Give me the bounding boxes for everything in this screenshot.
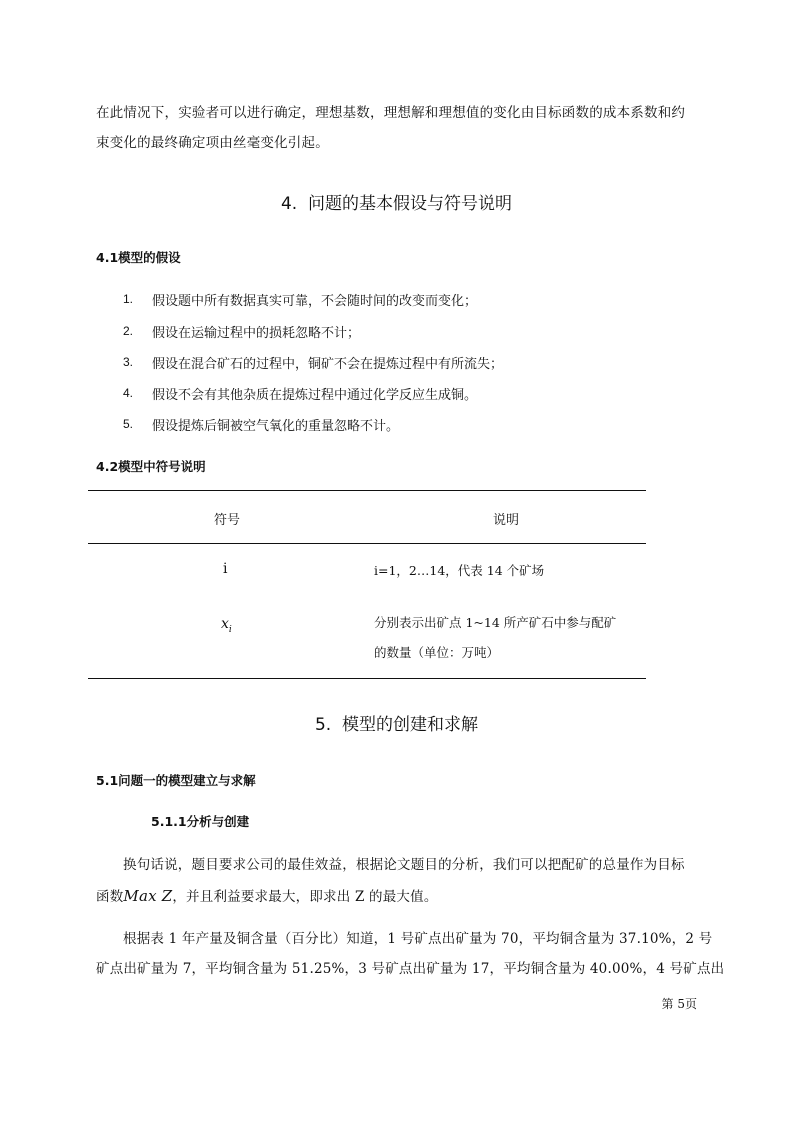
subsection-4-2-heading: 4.2模型中符号说明 [96,459,206,474]
section-5-heading [0,710,793,735]
list-item-number: 2. [123,324,134,338]
math-max-z: Max Z [123,887,173,905]
section-4-heading [0,189,793,214]
section-4-number: 4. [280,194,298,214]
table-row-description: i=1，2…14，代表 14 个矿场 [374,563,545,578]
section-5-number: 5. [314,715,332,735]
table-header-symbol: 符号 [213,513,240,528]
table-row-description: 分别表示出矿点 1~14 所产矿石中参与配矿 [374,615,617,630]
table-top-rule [88,490,646,491]
list-item: 假设不会有其他杂质在提炼过程中通过化学反应生成铜。 [152,388,478,403]
subsection-5-1-heading: 5.1问题一的模型建立与求解 [96,773,256,788]
table-header-rule [88,543,646,544]
list-item-number: 4. [123,386,134,400]
list-item: 假设题中所有数据真实可靠，不会随时间的改变而变化； [152,294,478,309]
table-row-symbol: $x_i$ [221,616,232,635]
table-bottom-rule [88,678,646,679]
list-item: 假设提炼后铜被空气氧化的重量忽略不计。 [152,419,400,434]
section-4-title: 问题的基本假设与符号说明 [308,194,513,214]
intro-line-2: 束变化的最终确定项由丝毫变化引起。 [96,135,329,151]
table-row-symbol: i [223,561,228,577]
subsection-5-1-1-heading: 5.1.1分析与创建 [151,814,250,829]
table-header-description: 说明 [492,513,519,528]
list-item-number: 5. [123,417,134,431]
list-item-number: 1. [123,292,134,306]
list-item-number: 3. [123,355,134,369]
intro-line-1: 在此情况下，实验者可以进行确定，理想基数，理想解和理想值的变化由目标函数的成本系数和约 [96,105,686,121]
list-item: 假设在运输过程中的损耗忽略不计； [152,326,361,341]
page-number: 第 5页 [661,997,697,1011]
paragraph-2-line-2: 矿点出矿量为 7，平均铜含量为 51.25%，3 号矿点出矿量为 17，平均铜含量为 40.00%，4 号矿点出 [96,961,725,977]
list-item: 假设在混合矿石的过程中，铜矿不会在提炼过程中有所流失； [152,357,504,372]
section-5-title: 模型的创建和求解 [342,715,479,735]
table-row-description-cont: 的数量（单位：万吨） [374,645,500,660]
paragraph-2-line-1: 根据表 1 年产量及铜含量（百分比）知道，1 号矿点出矿量为 70，平均铜含量为 37.10%，2 号 [123,931,713,947]
paragraph-1-line-2: 函数Max Z，并且利益要求最大，即求出 Z 的最大值。 [96,887,438,905]
subsection-4-1-heading: 4.1模型的假设 [96,250,181,265]
paragraph-1-line-1: 换句话说，题目要求公司的最佳效益，根据论文题目的分析，我们可以把配矿的总量作为目标 [123,857,685,873]
